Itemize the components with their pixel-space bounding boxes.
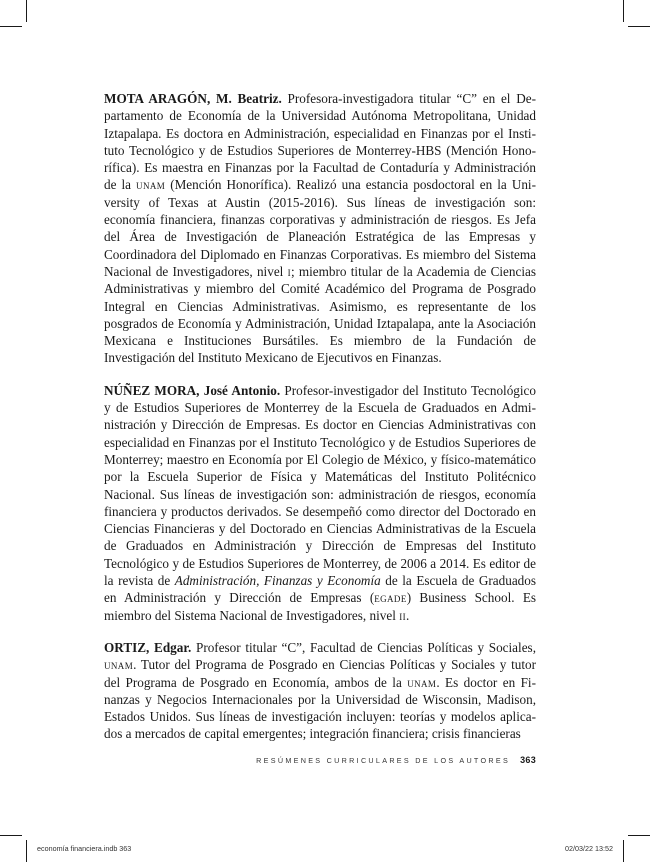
page-footer: [256, 755, 536, 765]
author-name: ORTIZ, Edgar.: [104, 639, 192, 655]
page-number: 363: [520, 755, 536, 765]
bio-text: de la Escuela de Graduados en Administración y Dirección de Empresas (: [104, 573, 536, 606]
bio-entry-ortiz: [104, 639, 536, 743]
bio-entry-mota: [104, 90, 536, 367]
running-head: RESÚMENES CURRICULARES DE LOS AUTORES: [256, 755, 511, 765]
crop-mark-top-right: [623, 0, 624, 22]
level-numeral: ii: [399, 607, 406, 623]
bio-text: ; miembro titular de la Academia de Ciencias Administrativas y miembro del Comité Académico del Programa de Posgrado Integral en Ciencias Administrativas. Asimismo, es representante de los posgrados de Economía y Administración, Unidad Iztapalapa, ante la Asociación Mexicana e Instituciones Bursátiles. Es miembro de la Fundación de Investigación del Instituto Mexicano de Ejecutivos en Finanzas.: [104, 263, 536, 366]
bio-text: . Tutor del Programa de Posgrado en Ciencias Políticas y Sociales y tutor del Programa de Posgrado en Economía, ambos de la: [104, 657, 536, 690]
bio-text: Profesor titular “C”, Facultad de Ciencias Políticas y Sociales,: [191, 639, 536, 655]
author-name: MOTA ARAGÓN, M. Beatriz.: [104, 91, 282, 106]
crop-mark-top-right-h: [628, 26, 650, 27]
acronym-unam: unam: [136, 177, 166, 193]
bio-entry-nunez: [104, 382, 536, 624]
crop-mark-top-left: [26, 0, 27, 22]
acronym-egade: egade: [374, 590, 407, 606]
bio-text: (Mención Honorífica). Realizó una estancia posdoctoral en la University of Texas at Austin (2015-2016). Sus líneas de investigación son: economía financiera, finanzas corporativas y administración de riesgos. Es Jefa del Área de Investigación de Planeación Estratégica de las Empresas y Coordinadora del Diplomado en Finanzas Corporativas. Es miembro del Sistema Nacional de Investigadores, nivel: [104, 177, 537, 279]
journal-title: Administración, Finanzas y Economía: [174, 573, 381, 589]
crop-mark-bottom-right-h: [628, 835, 650, 836]
print-slug-file: economía financiera.indb 363: [37, 844, 132, 853]
bio-text: ) Business School. Es miembro del Sistema Nacional de Investigadores, nivel: [104, 590, 537, 623]
crop-mark-bottom-left: [26, 840, 27, 862]
bio-text: . Es doctor en Finanzas y Negocios Internacionales por la Universidad de Wisconsin, Madison, Estados Unidos. Sus líneas de investigación incluyen: teorías y modelos aplicados a mercados de capital emergentes; integración financiera; crisis financieras: [104, 674, 536, 742]
acronym-unam: unam: [104, 657, 134, 673]
acronym-unam: unam: [407, 674, 437, 690]
bio-text: Profesor-investigador del Instituto Tecnológico y de Estudios Superiores de Monterrey de la Escuela de Graduados en Administración y Dirección de Empresas. Es doctor en Ciencias Administrativas con especialidad en Finanzas por el Instituto Tecnológico y de Estudios Superiores de Monterrey; maestro en Economía por El Colegio de México, y físico-matemático por la Escuela Superior de Física y Matemáticas del Instituto Politécnico Nacional. Sus líneas de investigación son: administración de riesgos, economía financiera y productos derivados. Se desempeñó como director del Doctorado en Ciencias Financieras y del Doctorado en Ciencias Administrativas de la Escuela de Graduados en Administración y Dirección de Empresas del Instituto Tecnológico y de Estudios Superiores de Monterrey, de 2006 a 2014. Es editor de la revista de: [104, 382, 536, 589]
bio-text: Profesora-investigadora titular “C” en el Departamento de Economía de la Universidad Autónoma Metropolitana, Unidad Iztapalapa. Es doctora en Administración, especialidad en Finanzas por el Instituto Tecnológico y de Estudios Superiores de Monterrey-HBS (Mención Honorífica). Es maestra en Finanzas por la Facultad de Contaduría y Administración de la: [104, 91, 537, 193]
crop-mark-top-left-h: [0, 26, 22, 27]
print-slug-timestamp: 02/03/22 13:52: [565, 844, 613, 853]
page-body: [104, 90, 536, 758]
crop-mark-bottom-left-h: [0, 835, 22, 836]
bio-text: .: [405, 607, 410, 623]
crop-mark-bottom-right: [623, 840, 624, 862]
author-name: NÚÑEZ MORA, José Antonio.: [104, 382, 281, 398]
level-numeral: i: [287, 263, 291, 279]
